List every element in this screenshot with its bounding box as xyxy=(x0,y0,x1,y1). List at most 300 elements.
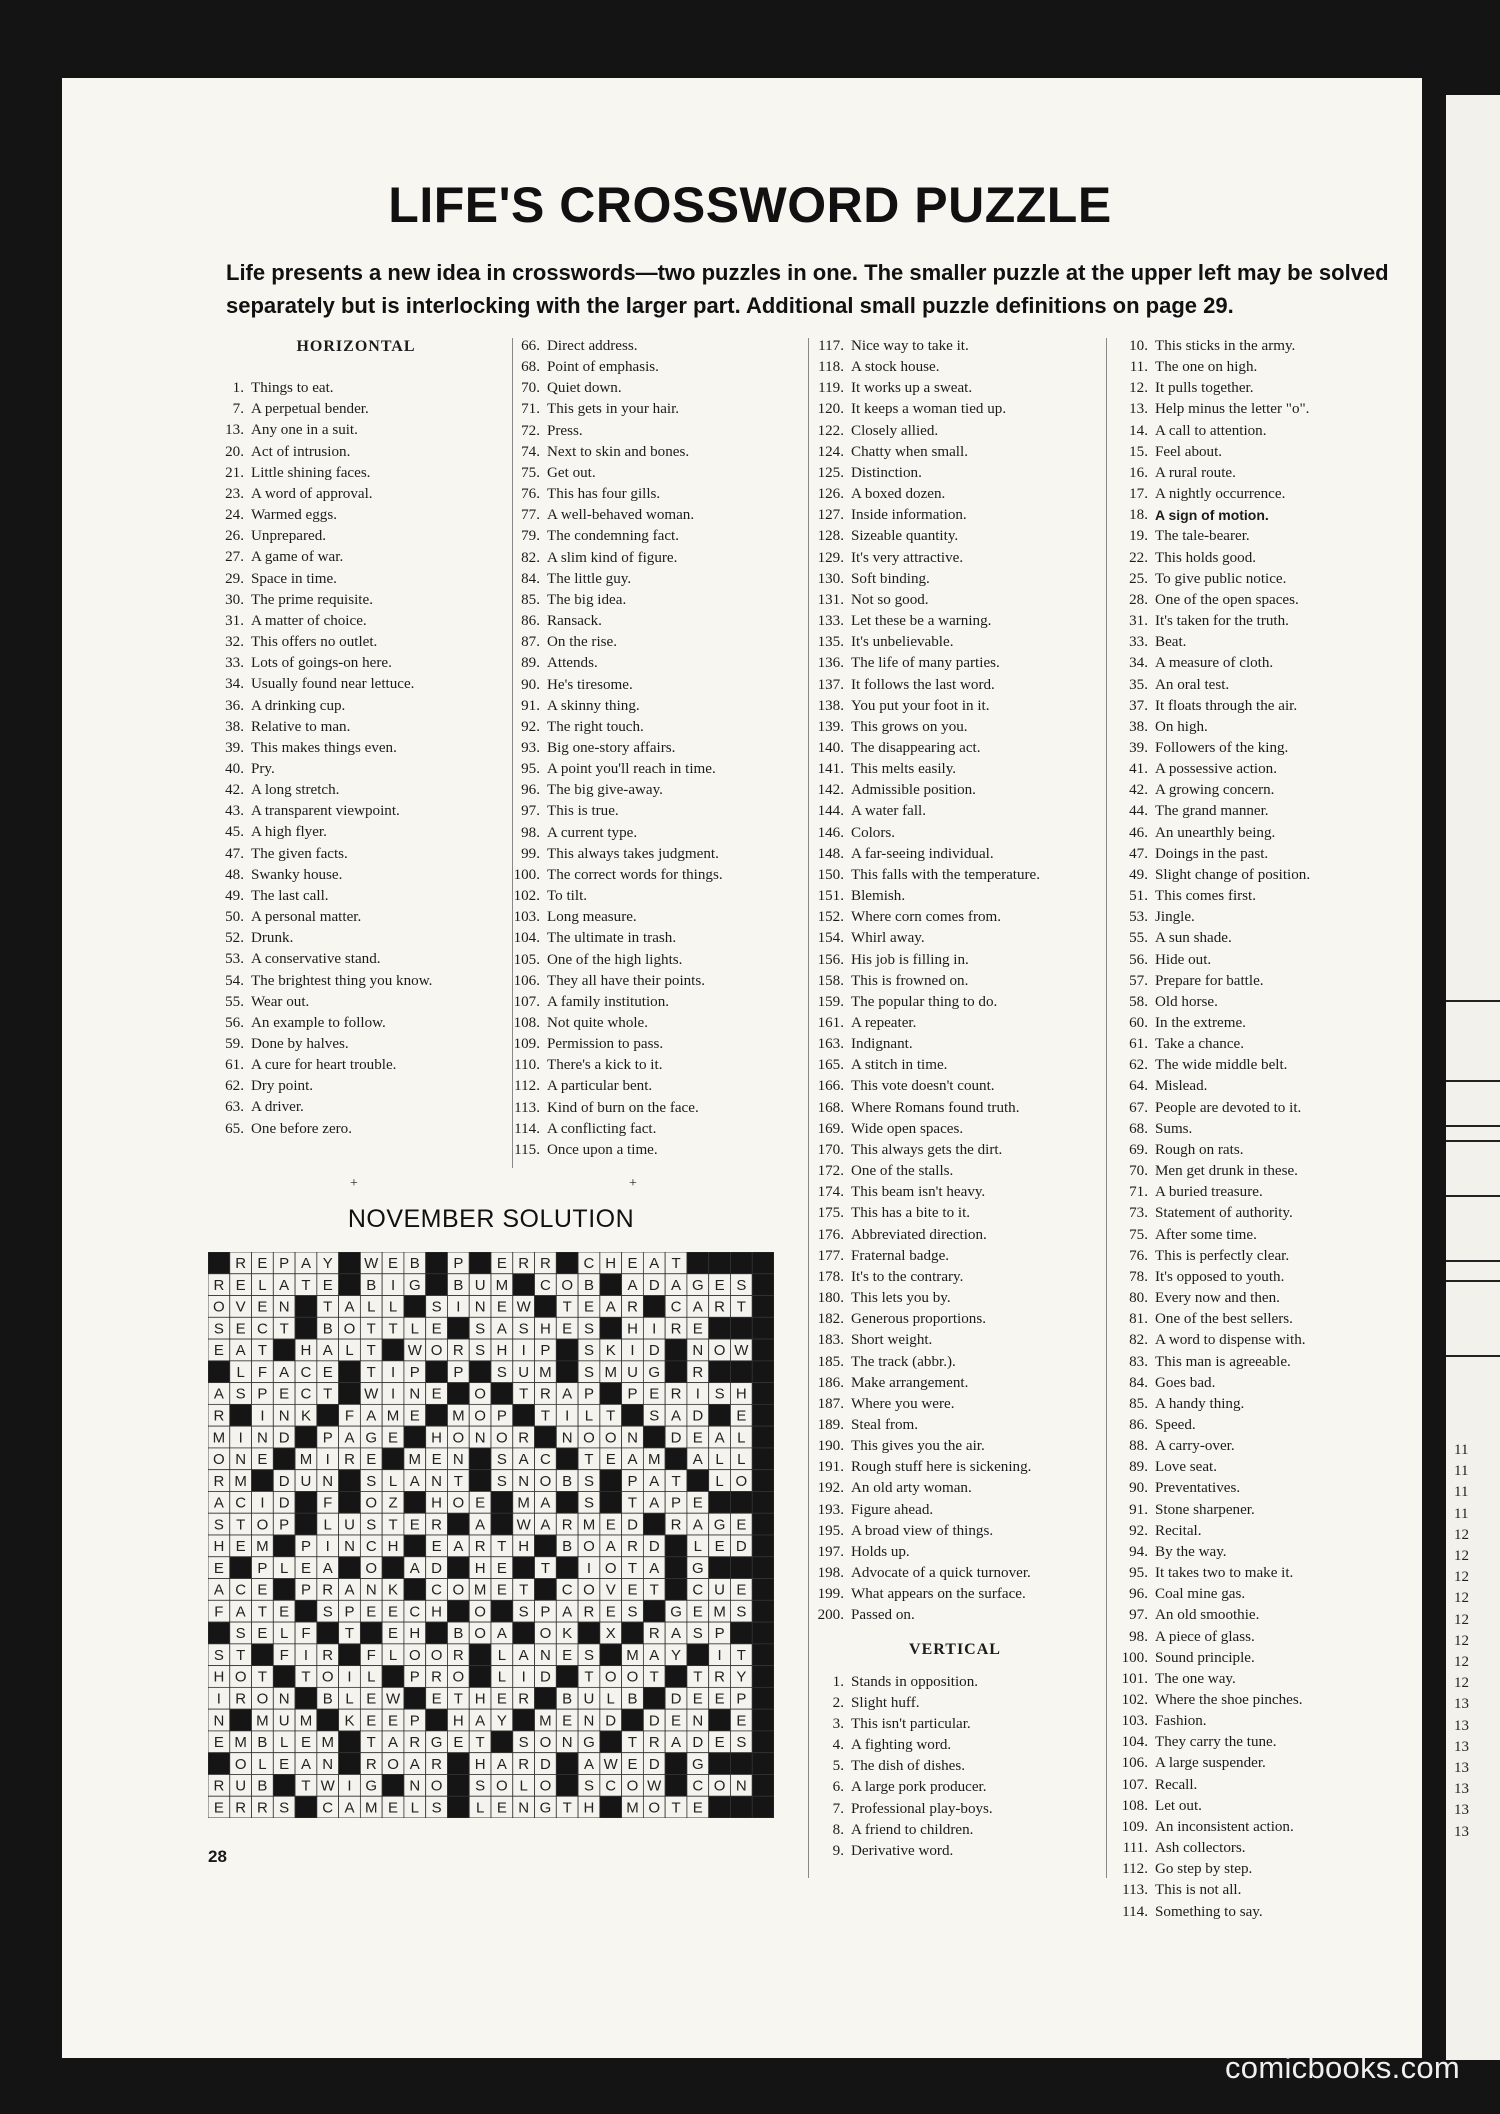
grid-letter: K xyxy=(344,1712,355,1730)
grid-letter: H xyxy=(496,1342,508,1360)
grid-letter: E xyxy=(366,1690,377,1708)
clue-item xyxy=(1114,865,1404,886)
grid-letter: O xyxy=(713,1777,726,1795)
grid-letter: S xyxy=(475,1320,486,1338)
clue-item xyxy=(506,1076,802,1097)
clue-number: 15. xyxy=(1129,443,1148,460)
grid-letter: O xyxy=(365,1559,378,1577)
grid-letter: N xyxy=(735,1777,747,1795)
grid-letter: B xyxy=(322,1690,333,1708)
grid-letter: O xyxy=(474,1407,486,1425)
clue-text: Ransack. xyxy=(547,613,602,630)
grid-letter: G xyxy=(691,1276,704,1294)
grid-letter: U xyxy=(627,1363,638,1381)
grid-letter: N xyxy=(692,1712,704,1730)
grid-letter: L xyxy=(475,1799,485,1817)
clue-number: 89. xyxy=(1129,1459,1148,1476)
clue-item xyxy=(1114,971,1404,992)
grid-letter: D xyxy=(648,1342,660,1360)
clue-number: 139. xyxy=(817,718,844,735)
grid-letter: T xyxy=(236,1516,246,1534)
clue-text: Go step by step. xyxy=(1155,1861,1253,1878)
clue-number: 96. xyxy=(521,782,540,799)
grid-letter: G xyxy=(691,1559,704,1577)
clue-item xyxy=(1114,336,1404,357)
clue-item xyxy=(506,548,802,569)
grid-black-square xyxy=(447,1600,469,1622)
clue-text: A growing concern. xyxy=(1155,782,1275,799)
grid-letter: A xyxy=(300,1255,311,1273)
grid-letter: E xyxy=(431,1320,442,1338)
clue-text: Soft binding. xyxy=(851,570,930,587)
edge-clue-number: 11 xyxy=(1454,1505,1469,1522)
clue-text: You put your foot in it. xyxy=(851,697,990,714)
clue-text: They carry the tune. xyxy=(1155,1734,1277,1751)
grid-letter: G xyxy=(430,1734,443,1752)
grid-black-square xyxy=(709,1709,731,1731)
grid-letter: M xyxy=(234,1472,247,1490)
clue-text: A slim kind of figure. xyxy=(547,549,678,566)
grid-letter: S xyxy=(366,1516,377,1534)
grid-black-square xyxy=(709,1361,731,1383)
clue-number: 61. xyxy=(225,1057,244,1074)
clue-text: One of the high lights. xyxy=(547,951,683,968)
clue-number: 191. xyxy=(817,1459,844,1476)
grid-letter: H xyxy=(300,1342,312,1360)
grid-letter: O xyxy=(496,1429,508,1447)
grid-black-square xyxy=(709,1404,731,1426)
clue-item xyxy=(506,823,802,844)
clue-number: 47. xyxy=(225,845,244,862)
grid-letter: R xyxy=(670,1320,682,1338)
clue-number: 88. xyxy=(1129,1438,1148,1455)
grid-letter: L xyxy=(388,1646,398,1664)
clue-number: 13. xyxy=(1129,401,1148,418)
grid-letter: N xyxy=(518,1472,530,1490)
grid-letter: A xyxy=(344,1298,355,1316)
grid-letter: N xyxy=(518,1799,530,1817)
grid-letter: T xyxy=(279,1320,289,1338)
clue-item xyxy=(810,950,1100,971)
grid-black-square xyxy=(556,1339,578,1361)
clue-text: An old arty woman. xyxy=(851,1480,972,1497)
grid-letter: U xyxy=(344,1516,355,1534)
grid-letter: Y xyxy=(496,1712,507,1730)
grid-letter: H xyxy=(431,1603,443,1621)
grid-letter: P xyxy=(409,1363,420,1381)
clue-number: 129. xyxy=(817,549,844,566)
grid-letter: O xyxy=(539,1625,552,1643)
grid-letter: O xyxy=(430,1646,443,1664)
grid-letter: E xyxy=(279,1755,290,1773)
clue-text: Not so good. xyxy=(851,591,929,608)
clue-text: Admissible position. xyxy=(851,782,976,799)
grid-letter: G xyxy=(408,1276,421,1294)
clue-text: Whirl away. xyxy=(851,930,925,947)
grid-letter: H xyxy=(583,1799,595,1817)
grid-black-square xyxy=(469,1448,491,1470)
grid-black-square xyxy=(752,1491,774,1513)
clue-text: A large pork producer. xyxy=(851,1779,987,1796)
grid-letter: T xyxy=(366,1342,376,1360)
grid-letter: A xyxy=(235,1342,246,1360)
clue-item xyxy=(1114,1119,1404,1140)
clue-item xyxy=(1114,780,1404,801)
grid-letter: W xyxy=(647,1777,662,1795)
clue-item xyxy=(506,886,802,907)
clue-number: 69. xyxy=(1129,1141,1148,1158)
grid-letter: P xyxy=(453,1255,464,1273)
clue-text: This always takes judgment. xyxy=(547,845,719,862)
grid-black-square xyxy=(230,1709,252,1731)
grid-black-square xyxy=(273,1666,295,1688)
grid-letter: E xyxy=(409,1407,420,1425)
grid-letter: E xyxy=(213,1559,224,1577)
grid-letter: B xyxy=(562,1472,573,1490)
clue-item xyxy=(810,1542,1100,1563)
grid-black-square xyxy=(752,1644,774,1666)
clue-text: The right touch. xyxy=(547,718,644,735)
grid-letter: R xyxy=(344,1451,355,1469)
clue-text: Where Romans found truth. xyxy=(851,1099,1020,1116)
grid-letter: O xyxy=(387,1755,399,1773)
grid-letter: R xyxy=(213,1407,225,1425)
grid-letter: T xyxy=(257,1668,268,1686)
grid-letter: M xyxy=(386,1407,400,1425)
clue-item xyxy=(210,992,502,1013)
grid-black-square xyxy=(426,1274,448,1296)
clue-number: 107. xyxy=(513,993,540,1010)
grid-black-square xyxy=(730,1361,752,1383)
grid-black-square xyxy=(273,1339,295,1361)
clue-text: A buried treasure. xyxy=(1155,1184,1263,1201)
clue-item xyxy=(1114,907,1404,928)
grid-letter: L xyxy=(236,1363,245,1381)
grid-letter: O xyxy=(343,1320,356,1338)
grid-letter: F xyxy=(279,1646,289,1664)
clue-number: 95. xyxy=(521,761,540,778)
grid-letter: R xyxy=(648,1625,660,1643)
grid-letter: P xyxy=(453,1363,464,1381)
grid-letter: L xyxy=(388,1298,398,1316)
clue-number: 40. xyxy=(225,760,244,777)
grid-letter: A xyxy=(518,1451,529,1469)
watermark: comicbooks.com xyxy=(1225,2050,1461,2085)
clue-number: 120. xyxy=(817,401,844,418)
grid-letter: C xyxy=(583,1255,595,1273)
clue-number: 142. xyxy=(817,782,844,799)
grid-letter: A xyxy=(409,1559,420,1577)
grid-letter: L xyxy=(367,1298,376,1316)
grid-letter: N xyxy=(561,1734,573,1752)
clue-item xyxy=(810,844,1100,865)
clue-text: Coal mine gas. xyxy=(1155,1586,1246,1603)
grid-letter: S xyxy=(583,1494,594,1512)
grid-letter: Y xyxy=(736,1668,747,1686)
grid-letter: D xyxy=(539,1668,551,1686)
clue-text: Derivative word. xyxy=(851,1842,954,1859)
grid-letter: O xyxy=(365,1494,378,1512)
grid-letter: A xyxy=(322,1342,333,1360)
grid-letter: E xyxy=(409,1516,420,1534)
clue-item xyxy=(810,442,1100,463)
grid-letter: R xyxy=(648,1734,660,1752)
grid-letter: D xyxy=(278,1494,290,1512)
clue-item xyxy=(810,505,1100,526)
clue-text: Where you were. xyxy=(851,1395,955,1412)
grid-letter: E xyxy=(605,1603,616,1621)
clue-text: Relative to man. xyxy=(251,718,351,735)
grid-letter: S xyxy=(431,1799,442,1817)
grid-letter: R xyxy=(365,1755,377,1773)
clue-number: 31. xyxy=(1129,613,1148,630)
grid-letter: T xyxy=(649,1668,659,1686)
grid-letter: N xyxy=(365,1581,377,1599)
clue-number: 87. xyxy=(521,634,540,651)
clue-number: 74. xyxy=(521,443,540,460)
clue-text: A possessive action. xyxy=(1155,761,1277,778)
grid-letter: S xyxy=(583,1320,594,1338)
clue-text: Fraternal badge. xyxy=(851,1247,950,1264)
grid-black-square xyxy=(687,1252,709,1274)
grid-letter: I xyxy=(347,1668,352,1686)
grid-letter: I xyxy=(695,1385,700,1403)
grid-black-square xyxy=(752,1448,774,1470)
grid-letter: P xyxy=(257,1385,268,1403)
clue-item xyxy=(506,442,802,463)
grid-letter: U xyxy=(583,1690,595,1708)
clue-text: A long stretch. xyxy=(251,782,340,799)
grid-black-square xyxy=(426,1709,448,1731)
grid-black-square xyxy=(491,1491,513,1513)
grid-black-square xyxy=(556,1753,578,1775)
clue-item xyxy=(810,1735,1100,1756)
grid-letter: E xyxy=(496,1799,507,1817)
clue-number: 114. xyxy=(514,1120,540,1137)
grid-letter: R xyxy=(409,1734,421,1752)
clue-number: 91. xyxy=(521,697,540,714)
grid-letter: O xyxy=(539,1472,552,1490)
clue-item xyxy=(506,632,802,653)
clue-item xyxy=(506,1034,802,1055)
clue-text: They all have their points. xyxy=(547,972,706,989)
clue-number: 102. xyxy=(1121,1692,1148,1708)
clue-number: 85. xyxy=(1129,1395,1148,1412)
grid-letter: O xyxy=(648,1799,661,1817)
grid-black-square xyxy=(295,1426,317,1448)
clue-item xyxy=(810,1373,1100,1394)
grid-letter: S xyxy=(649,1407,660,1425)
grid-letter: A xyxy=(649,1494,660,1512)
grid-letter: C xyxy=(431,1581,443,1599)
grid-black-square xyxy=(687,1470,709,1492)
grid-black-square xyxy=(752,1666,774,1688)
clue-number: 177. xyxy=(817,1247,844,1264)
grid-letter: I xyxy=(260,1494,265,1512)
clue-number: 86. xyxy=(521,613,540,630)
grid-black-square xyxy=(273,1774,295,1796)
grid-letter: O xyxy=(583,1538,595,1556)
clue-text: Next to skin and bones. xyxy=(547,443,690,460)
grid-letter: R xyxy=(452,1646,464,1664)
clue-item xyxy=(810,357,1100,378)
grid-letter: D xyxy=(648,1755,660,1773)
clue-text: Passed on. xyxy=(851,1607,915,1624)
grid-black-square xyxy=(382,1339,404,1361)
clue-item xyxy=(810,928,1100,949)
grid-letter: R xyxy=(474,1538,486,1556)
grid-black-square xyxy=(600,1796,622,1818)
grid-letter: S xyxy=(213,1320,224,1338)
clue-text: This falls with the temperature. xyxy=(851,866,1041,883)
grid-letter: O xyxy=(234,1755,247,1773)
clue-number: 28. xyxy=(1129,591,1148,608)
clue-number: 99. xyxy=(521,845,540,862)
grid-letter: I xyxy=(390,1276,396,1294)
clue-number: 125. xyxy=(817,464,844,481)
grid-letter: A xyxy=(671,1625,682,1643)
grid-letter: G xyxy=(691,1755,704,1773)
grid-letter: R xyxy=(235,1255,247,1273)
clue-number: 37. xyxy=(1129,697,1148,714)
clue-text: Usually found near lettuce. xyxy=(251,676,415,693)
grid-letter: R xyxy=(213,1777,225,1795)
grid-letter: P xyxy=(322,1429,333,1447)
clue-text: Feel about. xyxy=(1155,443,1223,460)
grid-letter: O xyxy=(430,1342,443,1360)
edge-clue-number: 12 xyxy=(1454,1675,1469,1692)
edge-clue-number: 13 xyxy=(1454,1823,1469,1840)
grid-black-square xyxy=(709,1252,731,1274)
clue-number: 192. xyxy=(817,1480,844,1497)
grid-black-square xyxy=(339,1383,361,1405)
clue-text: A point you'll reach in time. xyxy=(547,761,716,778)
clue-text: This is perfectly clear. xyxy=(1155,1247,1290,1264)
edge-rule xyxy=(1446,1080,1500,1082)
clue-text: Love seat. xyxy=(1155,1459,1218,1476)
grid-letter: Y xyxy=(322,1255,333,1273)
clue-item xyxy=(1114,1542,1404,1563)
grid-letter: N xyxy=(344,1538,355,1556)
grid-black-square xyxy=(709,1557,731,1579)
clue-number: 89. xyxy=(521,655,540,672)
grid-black-square xyxy=(295,1687,317,1709)
grid-letter: O xyxy=(256,1516,269,1534)
clue-number: 11. xyxy=(1129,359,1148,376)
clue-item xyxy=(1114,801,1404,822)
grid-black-square xyxy=(578,1622,600,1644)
grid-letter: E xyxy=(366,1603,377,1621)
edge-rule xyxy=(1446,1125,1500,1127)
clue-number: 94. xyxy=(1129,1543,1148,1560)
clue-text: This gives you the air. xyxy=(851,1438,985,1455)
clue-item xyxy=(210,844,502,865)
clue-item xyxy=(506,780,802,801)
grid-letter: V xyxy=(235,1298,246,1316)
clue-item xyxy=(810,1693,1100,1714)
clue-item xyxy=(810,421,1100,442)
grid-black-square xyxy=(600,1317,622,1339)
clue-text: One of the stalls. xyxy=(851,1163,954,1180)
grid-letter: B xyxy=(562,1690,573,1708)
grid-letter: P xyxy=(300,1538,311,1556)
grid-letter: R xyxy=(256,1799,268,1817)
grid-black-square xyxy=(752,1753,774,1775)
grid-black-square xyxy=(665,1361,687,1383)
clue-number: 83. xyxy=(1129,1353,1148,1370)
grid-letter: E xyxy=(257,1581,268,1599)
clue-item xyxy=(810,1394,1100,1415)
grid-letter: A xyxy=(475,1516,486,1534)
grid-letter: T xyxy=(519,1581,529,1599)
clue-number: 70. xyxy=(521,380,540,397)
grid-letter: S xyxy=(322,1603,333,1621)
grid-black-square xyxy=(709,1753,731,1775)
grid-letter: W xyxy=(364,1255,379,1273)
clue-text: This grows on you. xyxy=(851,718,968,735)
grid-letter: D xyxy=(539,1755,551,1773)
clue-text: The brightest thing you know. xyxy=(251,972,433,989)
clue-number: 70. xyxy=(1129,1163,1148,1180)
clue-text: Every now and then. xyxy=(1155,1290,1280,1307)
edge-rule xyxy=(1446,1355,1500,1357)
clue-number: 25. xyxy=(1129,570,1148,587)
grid-black-square xyxy=(752,1796,774,1818)
grid-letter: N xyxy=(278,1298,290,1316)
edge-clue-number: 13 xyxy=(1454,1802,1469,1819)
clue-number: 108. xyxy=(513,1015,540,1031)
clue-text: This is true. xyxy=(547,803,619,820)
grid-letter: T xyxy=(323,1385,333,1403)
grid-letter: M xyxy=(604,1363,617,1381)
grid-black-square xyxy=(752,1709,774,1731)
clue-item xyxy=(1114,1436,1404,1457)
clue-number: 81. xyxy=(1129,1311,1148,1328)
grid-letter: E xyxy=(453,1734,464,1752)
clue-number: 42. xyxy=(1129,782,1148,799)
grid-letter: N xyxy=(213,1712,225,1730)
clue-text: This gets in your hair. xyxy=(547,401,680,418)
clue-number: 63. xyxy=(225,1099,244,1116)
grid-letter: L xyxy=(258,1276,267,1294)
grid-letter: M xyxy=(713,1603,726,1621)
clue-item xyxy=(1114,1098,1404,1119)
grid-letter: B xyxy=(257,1734,268,1752)
clue-text: A drinking cup. xyxy=(251,697,346,714)
clue-item xyxy=(1114,421,1404,442)
clue-text: Old horse. xyxy=(1155,993,1218,1010)
grid-letter: M xyxy=(517,1494,530,1512)
clue-number: 84. xyxy=(521,570,540,587)
clue-text: Lots of goings-on here. xyxy=(251,655,392,672)
grid-letter: S xyxy=(736,1603,747,1621)
clue-item xyxy=(1114,357,1404,378)
grid-letter: A xyxy=(344,1581,355,1599)
grid-black-square xyxy=(752,1317,774,1339)
grid-letter: A xyxy=(213,1385,224,1403)
clue-text: An unearthly being. xyxy=(1155,824,1276,841)
solution-title: NOVEMBER SOLUTION xyxy=(347,1205,635,1233)
clue-number: 4. xyxy=(832,1737,844,1754)
grid-letter: H xyxy=(474,1755,486,1773)
clue-number: 17. xyxy=(1129,486,1148,503)
grid-letter: I xyxy=(521,1668,526,1686)
grid-black-square xyxy=(709,1796,731,1818)
grid-letter: A xyxy=(540,1494,551,1512)
clue-text: On high. xyxy=(1155,718,1208,735)
grid-black-square xyxy=(382,1448,404,1470)
clue-number: 24. xyxy=(225,507,244,524)
